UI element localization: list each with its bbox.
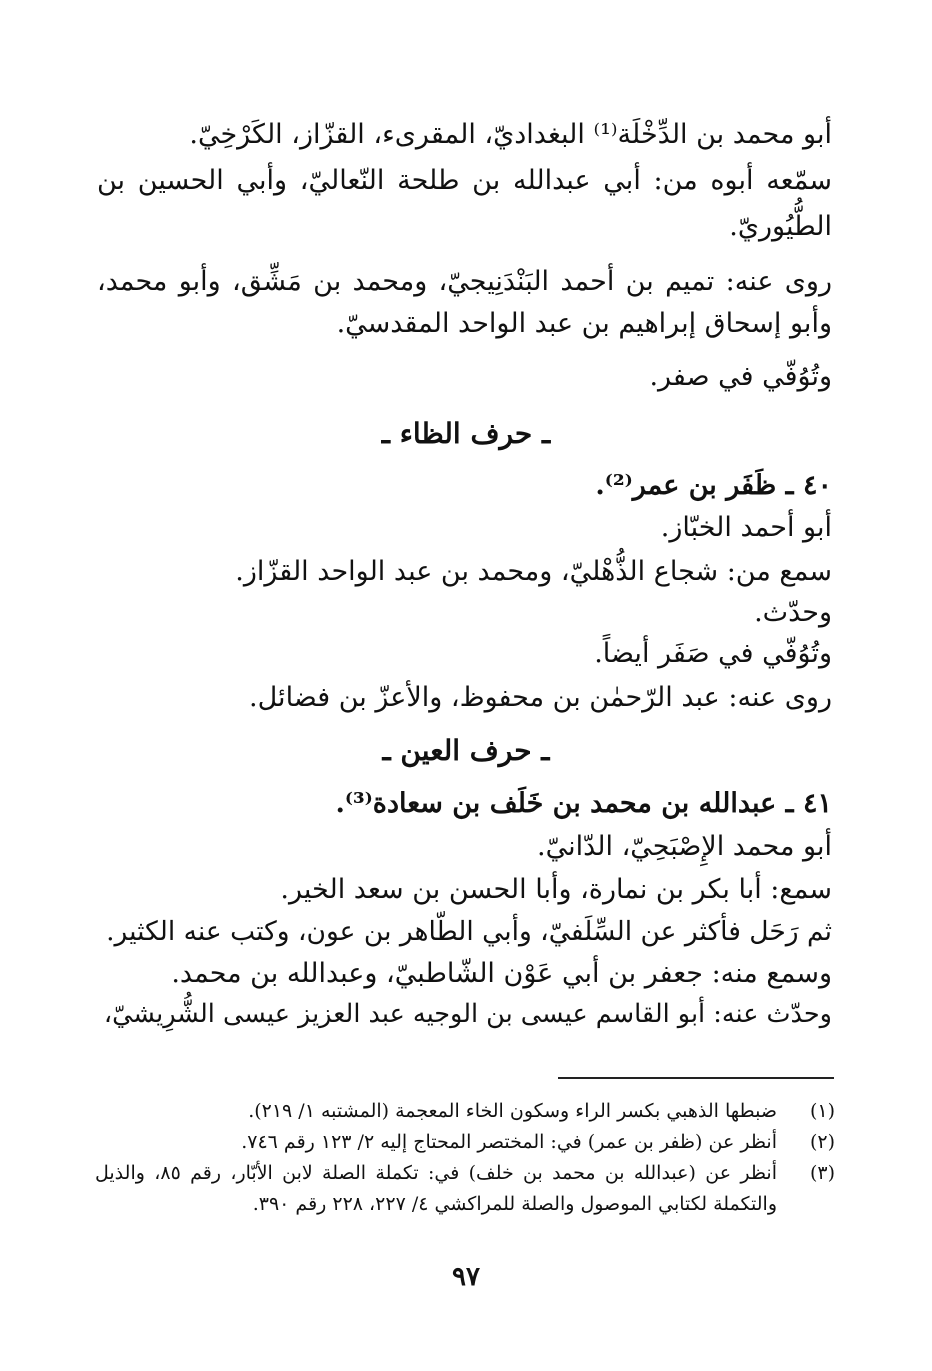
footnote-text: والتكملة لكتابي الموصول والصلة للمراكشي ٤/ ٢٢٧، ٢٢٨ رقم ٣٩٠. — [252, 1193, 777, 1215]
entry-heading: ٤١ ـ عبدالله بن محمد بن خَلَف بن سعادة⁽³⁾. — [335, 788, 832, 819]
footnote-number: (٣) — [809, 1162, 835, 1184]
footnote-number: (٢) — [809, 1131, 835, 1153]
section-heading: ـ حرف العين ـ — [382, 734, 550, 767]
footnote-number: (١) — [809, 1100, 835, 1122]
footnote-text: أنظر عن (عبدالله بن محمد بن خلف) في: تكملة الصلة لابن الأبّار، رقم ٨٥، والذيل — [95, 1162, 777, 1184]
text-line: وسمع منه: جعفر بن أبي عَوْن الشّاطبيّ، وعبدالله بن محمد. — [171, 958, 832, 989]
footnote-separator — [558, 1077, 834, 1079]
text-line: وتُوُفّي في صفر. — [649, 361, 832, 392]
text-line: روى عنه: عبد الرّحمٰن بن محفوظ، والأعزّ بن فضائل. — [249, 682, 832, 713]
text-line: وحدّث عنه: أبو القاسم عيسى بن الوجيه عبد العزيز عيسى الشُّرِيشيّ، — [103, 999, 832, 1029]
section-heading: ـ حرف الظاء ـ — [381, 417, 551, 450]
text-line: وحدّث. — [754, 597, 832, 628]
text-line: ثم رَحَل فأكثر عن السِّلَفيّ، وأبي الطّاهر بن عون، وكتب عنه الكثير. — [106, 916, 832, 947]
text-line: وتُوُفّي في صَفَر أيضاً. — [594, 638, 832, 669]
text-line: أبو محمد بن الدِّخْلَة⁽¹⁾ البغداديّ، المقرىء، القزّاز، الكَرْخِيّ. — [189, 119, 832, 150]
text-line: سمع من: شجاع الذُّهْليّ، ومحمد بن عبد الواحد القزّاز. — [235, 556, 832, 587]
text-line: سمّعه أبوه من: أبي عبدالله بن طلحة النّعاليّ، وأبي الحسين بن — [97, 165, 832, 196]
text-line: وأبو إسحاق إبراهيم بن عبد الواحد المقدسيّ. — [336, 308, 832, 339]
text-line: أبو محمد الإِصْبَحِيّ، الدّانيّ. — [536, 831, 832, 862]
text-line: أبو أحمد الخبّاز. — [660, 512, 832, 543]
text-line: روى عنه: تميم بن أحمد البَنْدَنِيجيّ، ومحمد بن مَشِّق، وأبو محمد، — [97, 266, 832, 297]
text-line: الطُّيُوريّ. — [729, 211, 832, 242]
footnote-text: أنظر عن (ظفر بن عمر) في: المختصر المحتاج إليه ٢/ ١٢٣ رقم ٧٤٦. — [241, 1131, 777, 1153]
page-number: ٩٧ — [452, 1262, 480, 1292]
entry-heading: ٤٠ ـ ظَفَر بن عمر⁽²⁾. — [595, 470, 832, 501]
text-line: سمع: أبا بكر بن نمارة، وأبا الحسن بن سعد الخير. — [280, 874, 832, 905]
footnote-text: ضبطها الذهبي بكسر الراء وسكون الخاء المعجمة (المشتبه ١/ ٢١٩). — [248, 1100, 777, 1122]
